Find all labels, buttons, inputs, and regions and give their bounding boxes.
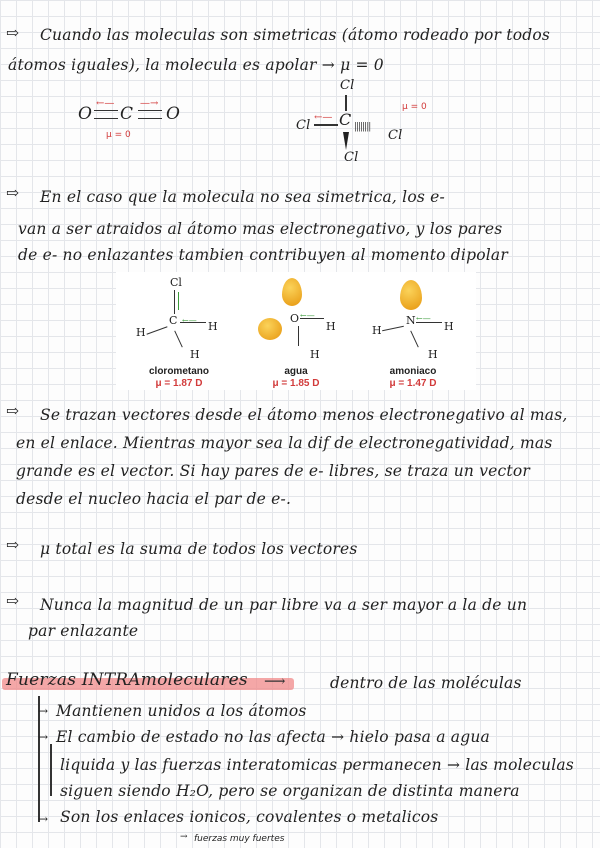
co2-diagram bbox=[76, 100, 196, 140]
text-line: desde el nucleo hacia el par de e-. bbox=[16, 490, 292, 508]
mu-value: μ = 0 bbox=[106, 130, 131, 140]
branch-arrow-icon: → bbox=[38, 812, 49, 826]
arrow-icon: ⟶ bbox=[264, 672, 286, 690]
atom-cl: Cl bbox=[170, 276, 182, 289]
bond-line bbox=[298, 326, 299, 346]
bond-line bbox=[345, 95, 347, 111]
atom-n: N bbox=[406, 314, 416, 327]
text-line: Se trazan vectores desde el átomo menos electronegativo al mas, bbox=[40, 406, 568, 424]
list-item: Son los enlaces ionicos, covalentes o metalicos bbox=[60, 808, 439, 826]
text-line: Nunca la magnitud de un par libre va a ser mayor a la de un bbox=[40, 596, 528, 614]
atom-c: C bbox=[169, 314, 178, 327]
list-item-continued: siguen siendo H₂O, pero se organizan de distinta manera bbox=[60, 782, 520, 800]
arrow-bullet-icon: ⇨ bbox=[6, 184, 20, 202]
dipole-arrow-icon: —→ bbox=[140, 98, 159, 109]
mu-value: μ = 1.47 D bbox=[389, 378, 437, 389]
atom-cl-bottom: Cl bbox=[344, 150, 359, 165]
vector-arrow-icon bbox=[178, 292, 179, 310]
bond-line bbox=[410, 331, 419, 348]
atom-o-left: O bbox=[78, 104, 93, 124]
bond-line bbox=[146, 326, 167, 334]
lone-pair-icon bbox=[282, 278, 302, 306]
dipole-arrow-icon: ←— bbox=[314, 112, 333, 123]
dipole-figure bbox=[116, 272, 476, 390]
vector-arrow-icon: ←— bbox=[416, 314, 431, 323]
sub-bracket-line bbox=[50, 744, 52, 796]
atom-h-right: H bbox=[326, 320, 336, 333]
molecule-name: amoniaco bbox=[389, 366, 437, 377]
atom-o: O bbox=[290, 312, 300, 325]
bond-line bbox=[174, 290, 175, 314]
atom-o-right: O bbox=[166, 104, 181, 124]
atom-c: C bbox=[339, 110, 352, 129]
list-item-continued: liquida y las fuerzas interatomicas permanecen → las moleculas bbox=[60, 756, 574, 774]
vector-arrow-icon: ←— bbox=[182, 316, 197, 325]
atom-h-right: H bbox=[208, 320, 218, 333]
molecule-amoniaco bbox=[356, 272, 476, 390]
branch-arrow-icon: → bbox=[38, 704, 49, 718]
text-line: en el enlace. Mientras mayor sea la dif de electronegatividad, mas bbox=[16, 434, 553, 452]
text-line: μ total es la suma de todos los vectores bbox=[40, 540, 358, 558]
atom-h-right: H bbox=[444, 320, 454, 333]
atom-h-left: H bbox=[136, 326, 146, 339]
arrow-bullet-icon: ⇨ bbox=[6, 24, 20, 42]
text-line: En el caso que la molecula no sea simetrica, los e- bbox=[40, 188, 445, 206]
list-item: Mantienen unidos a los átomos bbox=[56, 702, 307, 720]
atom-c: C bbox=[120, 104, 134, 124]
molecule-clorometano bbox=[116, 272, 236, 390]
text-line: átomos iguales), la molecula es apolar → μ = 0 bbox=[8, 56, 384, 74]
lone-pair-icon bbox=[400, 280, 422, 310]
vector-arrow-icon: ←— bbox=[300, 311, 315, 320]
text-line: van a ser atraidos al átomo mas electronegativo, y los pares bbox=[18, 220, 503, 238]
branch-arrow-icon: → bbox=[38, 730, 49, 744]
hashed-wedge-icon: |||||||| bbox=[354, 122, 371, 132]
arrow-bullet-icon: ⇨ bbox=[6, 402, 20, 420]
double-bond-icon bbox=[94, 110, 118, 119]
text-line: Cuando las moleculas son simetricas (átomo rodeado por todos bbox=[40, 26, 551, 44]
list-item: El cambio de estado no las afecta → hielo pasa a agua bbox=[56, 728, 490, 746]
molecule-name: agua bbox=[284, 366, 308, 377]
atom-cl-left: Cl bbox=[296, 118, 311, 133]
section-title: Fuerzas INTRAmoleculares bbox=[6, 670, 248, 690]
molecule-name: clorometano bbox=[148, 366, 209, 377]
dipole-arrow-icon: ←— bbox=[96, 98, 115, 109]
arrow-bullet-icon: ⇨ bbox=[6, 536, 20, 554]
text-line: par enlazante bbox=[28, 622, 139, 640]
solid-wedge-icon bbox=[343, 132, 349, 150]
atom-h-bottom: H bbox=[310, 348, 320, 361]
atom-h-bottom: H bbox=[428, 348, 438, 361]
text-line: de e- no enlazantes tambien contribuyen al momento dipolar bbox=[18, 246, 508, 264]
atom-cl-right: Cl bbox=[388, 128, 403, 143]
atom-h-bottom: H bbox=[190, 348, 200, 361]
text-line: grande es el vector. Si hay pares de e- libres, se traza un vector bbox=[16, 462, 530, 480]
atom-cl-top: Cl bbox=[340, 78, 355, 93]
molecule-agua bbox=[236, 272, 356, 390]
branch-arrow-icon: → bbox=[180, 832, 188, 842]
bond-line bbox=[314, 124, 338, 126]
title-note: dentro de las moléculas bbox=[330, 674, 522, 692]
mu-value: μ = 1.87 D bbox=[155, 378, 203, 389]
mu-value: μ = 0 bbox=[402, 102, 427, 112]
arrow-bullet-icon: ⇨ bbox=[6, 592, 20, 610]
bond-line bbox=[174, 331, 183, 348]
mu-value: μ = 1.85 D bbox=[272, 378, 320, 389]
sub-note: fuerzas muy fuertes bbox=[194, 834, 285, 844]
ccl4-diagram bbox=[290, 78, 450, 168]
bond-line bbox=[382, 326, 404, 332]
atom-h-left: H bbox=[372, 324, 382, 337]
lone-pair-icon bbox=[258, 318, 282, 340]
double-bond-icon bbox=[138, 110, 162, 119]
